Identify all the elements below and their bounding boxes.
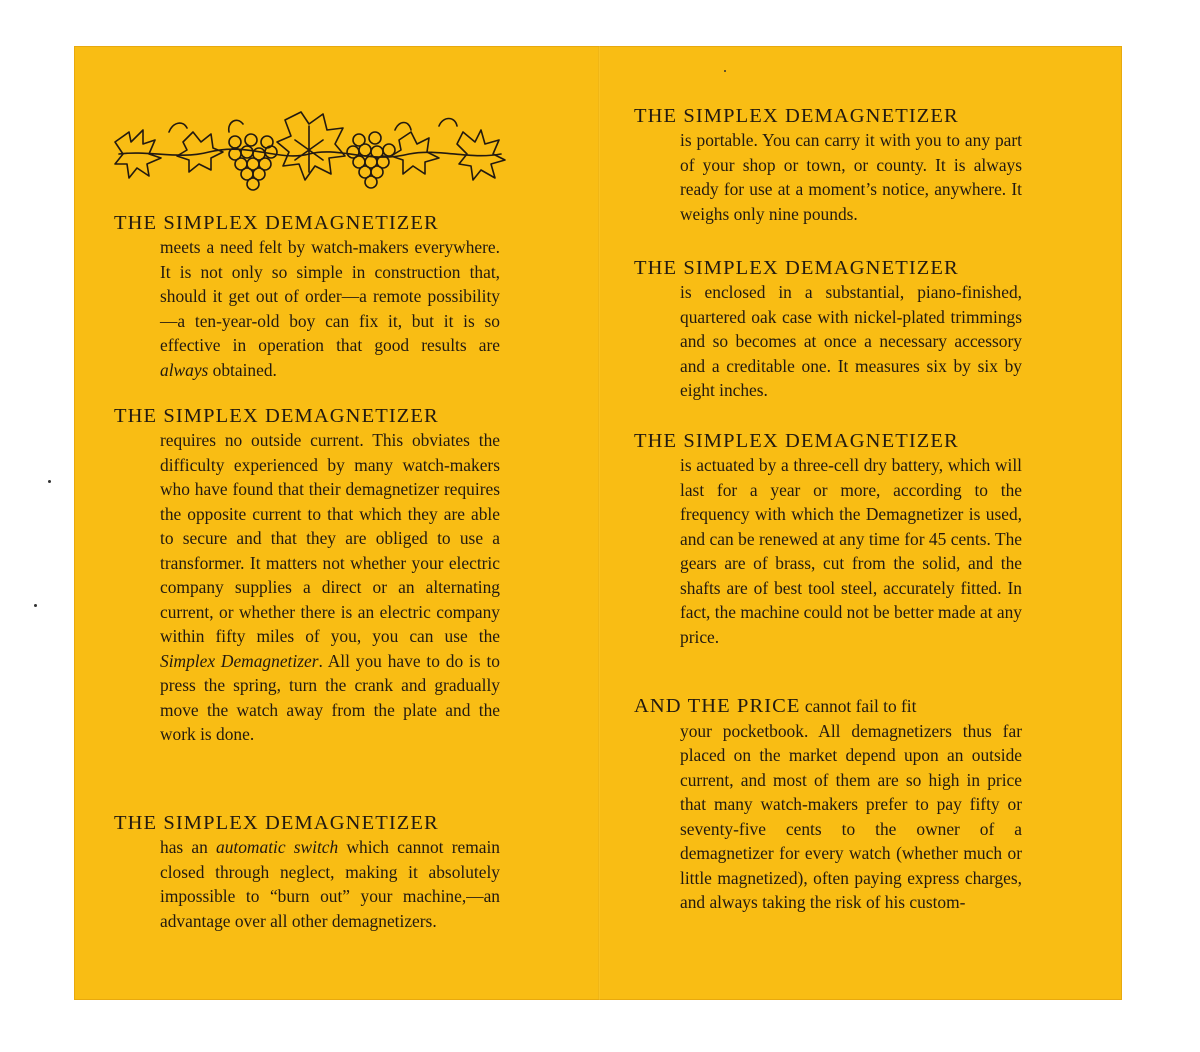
right-section-1 — [634, 104, 1022, 226]
section-body — [160, 428, 500, 747]
section-body: is portable. You can carry it with you to any part of your shop or town, or county. It is always ready for use at a moment’s notice, anywhere. It weighs only nine pounds. — [680, 130, 1022, 224]
section-body — [160, 835, 500, 933]
price-lead-text: cannot fail to fit — [804, 696, 917, 716]
emphasis-text: Simplex Demagnetizer — [160, 650, 319, 671]
emphasis-text: automatic switch — [216, 837, 339, 857]
section-heading: THE SIMPLEX DEMAGNETIZER — [114, 405, 439, 427]
section-body: is actuated by a three-cell dry battery, which will last for a year or more, according to the frequency with which the Demagnetizer is used, and can be renewed at any time for 45 cents. The gears are of brass, cut from the solid, and the shafts are of best tool steel, accurately fitted. In fact, the machine could not be better made at any price. — [680, 455, 1022, 647]
body-text: . All you have to do is to press the spring, turn the crank and gradually move the watch away from the plate and the work is done. — [160, 650, 500, 744]
scan-speck — [34, 604, 37, 607]
left-section-2 — [114, 404, 500, 747]
price-lead-line — [634, 694, 1022, 915]
section-body: your pocketbook. All demagnetizers thus far placed on the market depend upon an outside current, and most of them are so high in price that many watch-makers prefer to pay fifty or seventy-five cents to the owner of a demagnetizer for every watch (whether much or little magnetized), often paying express charges, and always taking the risk of his custom- — [680, 720, 1022, 912]
body-text: which cannot remain closed through neglect, making it absolutely impossible to “burn out” your machine,—an advantage over all other demagnetizers. — [160, 837, 500, 931]
right-section-price — [634, 694, 1022, 915]
scan-speck — [724, 70, 726, 72]
scan-speck — [48, 480, 51, 483]
section-heading: THE SIMPLEX DEMAGNETIZER — [114, 212, 439, 234]
right-section-3 — [634, 429, 1022, 649]
center-fold — [598, 46, 600, 1000]
brochure-sheet — [74, 46, 1122, 1000]
section-heading: THE SIMPLEX DEMAGNETIZER — [634, 430, 959, 452]
price-heading: AND THE PRICE — [634, 695, 801, 717]
body-text: meets a need felt by watch-makers everywhere. It is not only so simple in construction that, should it get out of order—a remote possibility—a ten-year-old boy can fix it, but it is so effective in operation that good results are — [160, 237, 500, 355]
body-text: obtained. — [208, 359, 277, 380]
section-heading: THE SIMPLEX DEMAGNETIZER — [634, 105, 959, 127]
section-heading: THE SIMPLEX DEMAGNETIZER — [114, 812, 439, 834]
grapevine-ornament-icon — [109, 102, 509, 198]
section-body — [160, 235, 500, 382]
left-section-1 — [114, 211, 500, 382]
section-body: is enclosed in a substantial, piano-finished, quartered oak case with nickel-plated trimmings and so becomes at once a necessary accessory and a creditable one. It measures six by six by eight inches. — [680, 282, 1022, 400]
body-text: requires no outside current. This obviates the difficulty experienced by many watch-makers who have found that their demagnetizer requires the opposite current to that which they are able to secure and that they are obliged to use a transformer. It matters not whether your electric company supplies a direct or an alternating current, or whether there is an electric company within fifty miles of you, you can use the — [160, 430, 500, 646]
right-section-2 — [634, 256, 1022, 403]
emphasis-text: always — [160, 359, 209, 380]
body-text: has an — [160, 837, 217, 857]
section-heading: THE SIMPLEX DEMAGNETIZER — [634, 257, 959, 279]
left-section-3 — [114, 811, 500, 933]
